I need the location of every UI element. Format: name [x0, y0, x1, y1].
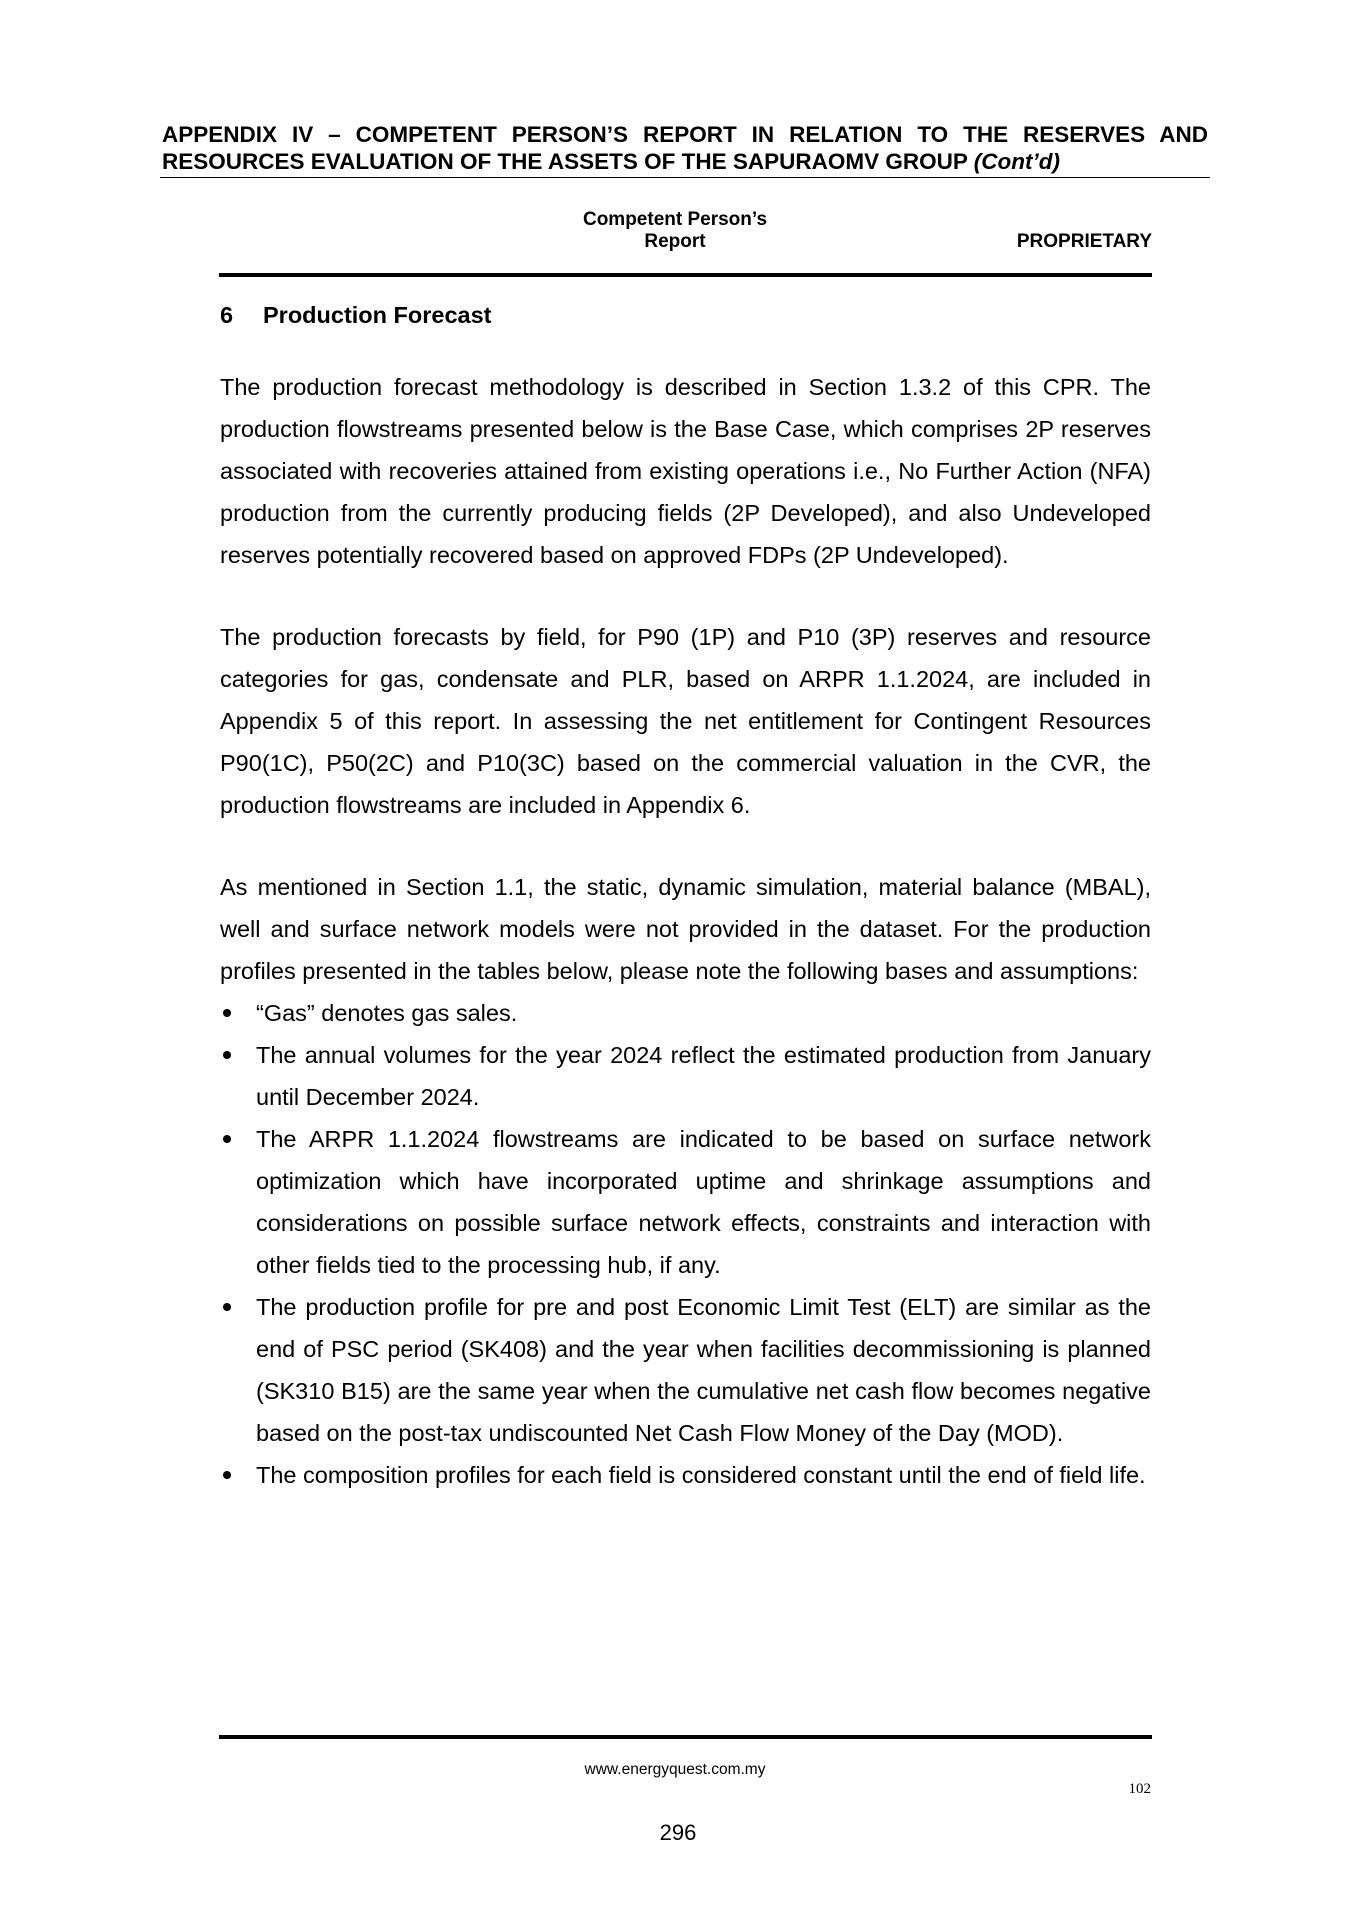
list-item [220, 1118, 1151, 1286]
report-page-number: 102 [1128, 1781, 1151, 1797]
section-heading [220, 302, 492, 329]
bullet-icon [223, 1471, 231, 1479]
section-number: 6 [220, 302, 234, 328]
appendix-header-line2 [162, 148, 1208, 175]
list-item-text: The production profile for pre and post Economic Limit Test (ELT) are similar as the end of PSC period (SK408) and the year when facilities decommissioning is planned (SK310 B15) are the same year when the cumulative net cash flow becomes negative based on the post-tax undiscounted Net Cash Flow Money of the Day (MOD). [256, 1294, 1151, 1446]
list-item [220, 1286, 1151, 1454]
section-title: Production Forecast [263, 302, 492, 328]
appendix-header-contd: (Cont’d) [973, 149, 1060, 174]
body-content [220, 366, 1151, 1496]
bullet-icon [223, 1303, 231, 1311]
paragraph: As mentioned in Section 1.1, the static, dynamic simulation, material balance (MBAL), well and surface network models were not provided in the dataset. For the production profiles presented in the tables below, please note the following bases and assumptions: [220, 874, 1151, 984]
list-item-text: The ARPR 1.1.2024 flowstreams are indicated to be based on surface network optimization which have incorporated uptime and shrinkage assumptions and considerations on possible surface network effects, constraints and interaction with other fields tied to the processing hub, if any. [256, 1126, 1151, 1278]
list-item [220, 992, 1151, 1034]
top-rule [219, 273, 1152, 277]
list-item [220, 1454, 1151, 1496]
document-page-number: 296 [659, 1820, 697, 1845]
list-item [220, 1034, 1151, 1118]
footer-url: www.energyquest.com.my [584, 1761, 766, 1778]
list-item-text: The composition profiles for each field is considered constant until the end of field life. [256, 1462, 1146, 1488]
appendix-header-line2-text: RESOURCES EVALUATION OF THE ASSETS OF THE SAPURAOMV GROUP [162, 149, 968, 174]
list-item-text: “Gas” denotes gas sales. [256, 1000, 518, 1026]
bullet-icon [223, 1051, 231, 1059]
paragraph: The production forecast methodology is described in Section 1.3.2 of this CPR. The production flowstreams presented below is the Base Case, which comprises 2P reserves associated with recoveries attained from existing operations i.e., No Further Action (NFA) production from the currently producing fields (2P Developed), and also Undeveloped reserves potentially recovered based on approved FDPs (2P Undeveloped). [220, 374, 1151, 568]
bullet-icon [223, 1009, 231, 1017]
assumptions-list [220, 992, 1151, 1496]
appendix-header-line1: APPENDIX IV – COMPETENT PERSON’S REPORT IN RELATION TO THE RESERVES AND [162, 122, 1208, 147]
list-item-text: The annual volumes for the year 2024 reflect the estimated production from January until December 2024. [256, 1042, 1151, 1110]
header-divider [160, 177, 1210, 178]
paragraph: The production forecasts by field, for P90 (1P) and P10 (3P) reserves and resource categories for gas, condensate and PLR, based on ARPR 1.1.2024, are included in Appendix 5 of this report. In assessing the net entitlement for Contingent Resources P90(1C), P50(2C) and P10(3C) based on the commercial valuation in the CVR, the production flowstreams are included in Appendix 6. [220, 624, 1151, 818]
bullet-icon [223, 1135, 231, 1143]
classification-label: PROPRIETARY [1016, 231, 1152, 252]
appendix-header [162, 121, 1208, 175]
footer-rule [219, 1735, 1152, 1739]
report-title: Competent Person’s Report [582, 209, 768, 252]
